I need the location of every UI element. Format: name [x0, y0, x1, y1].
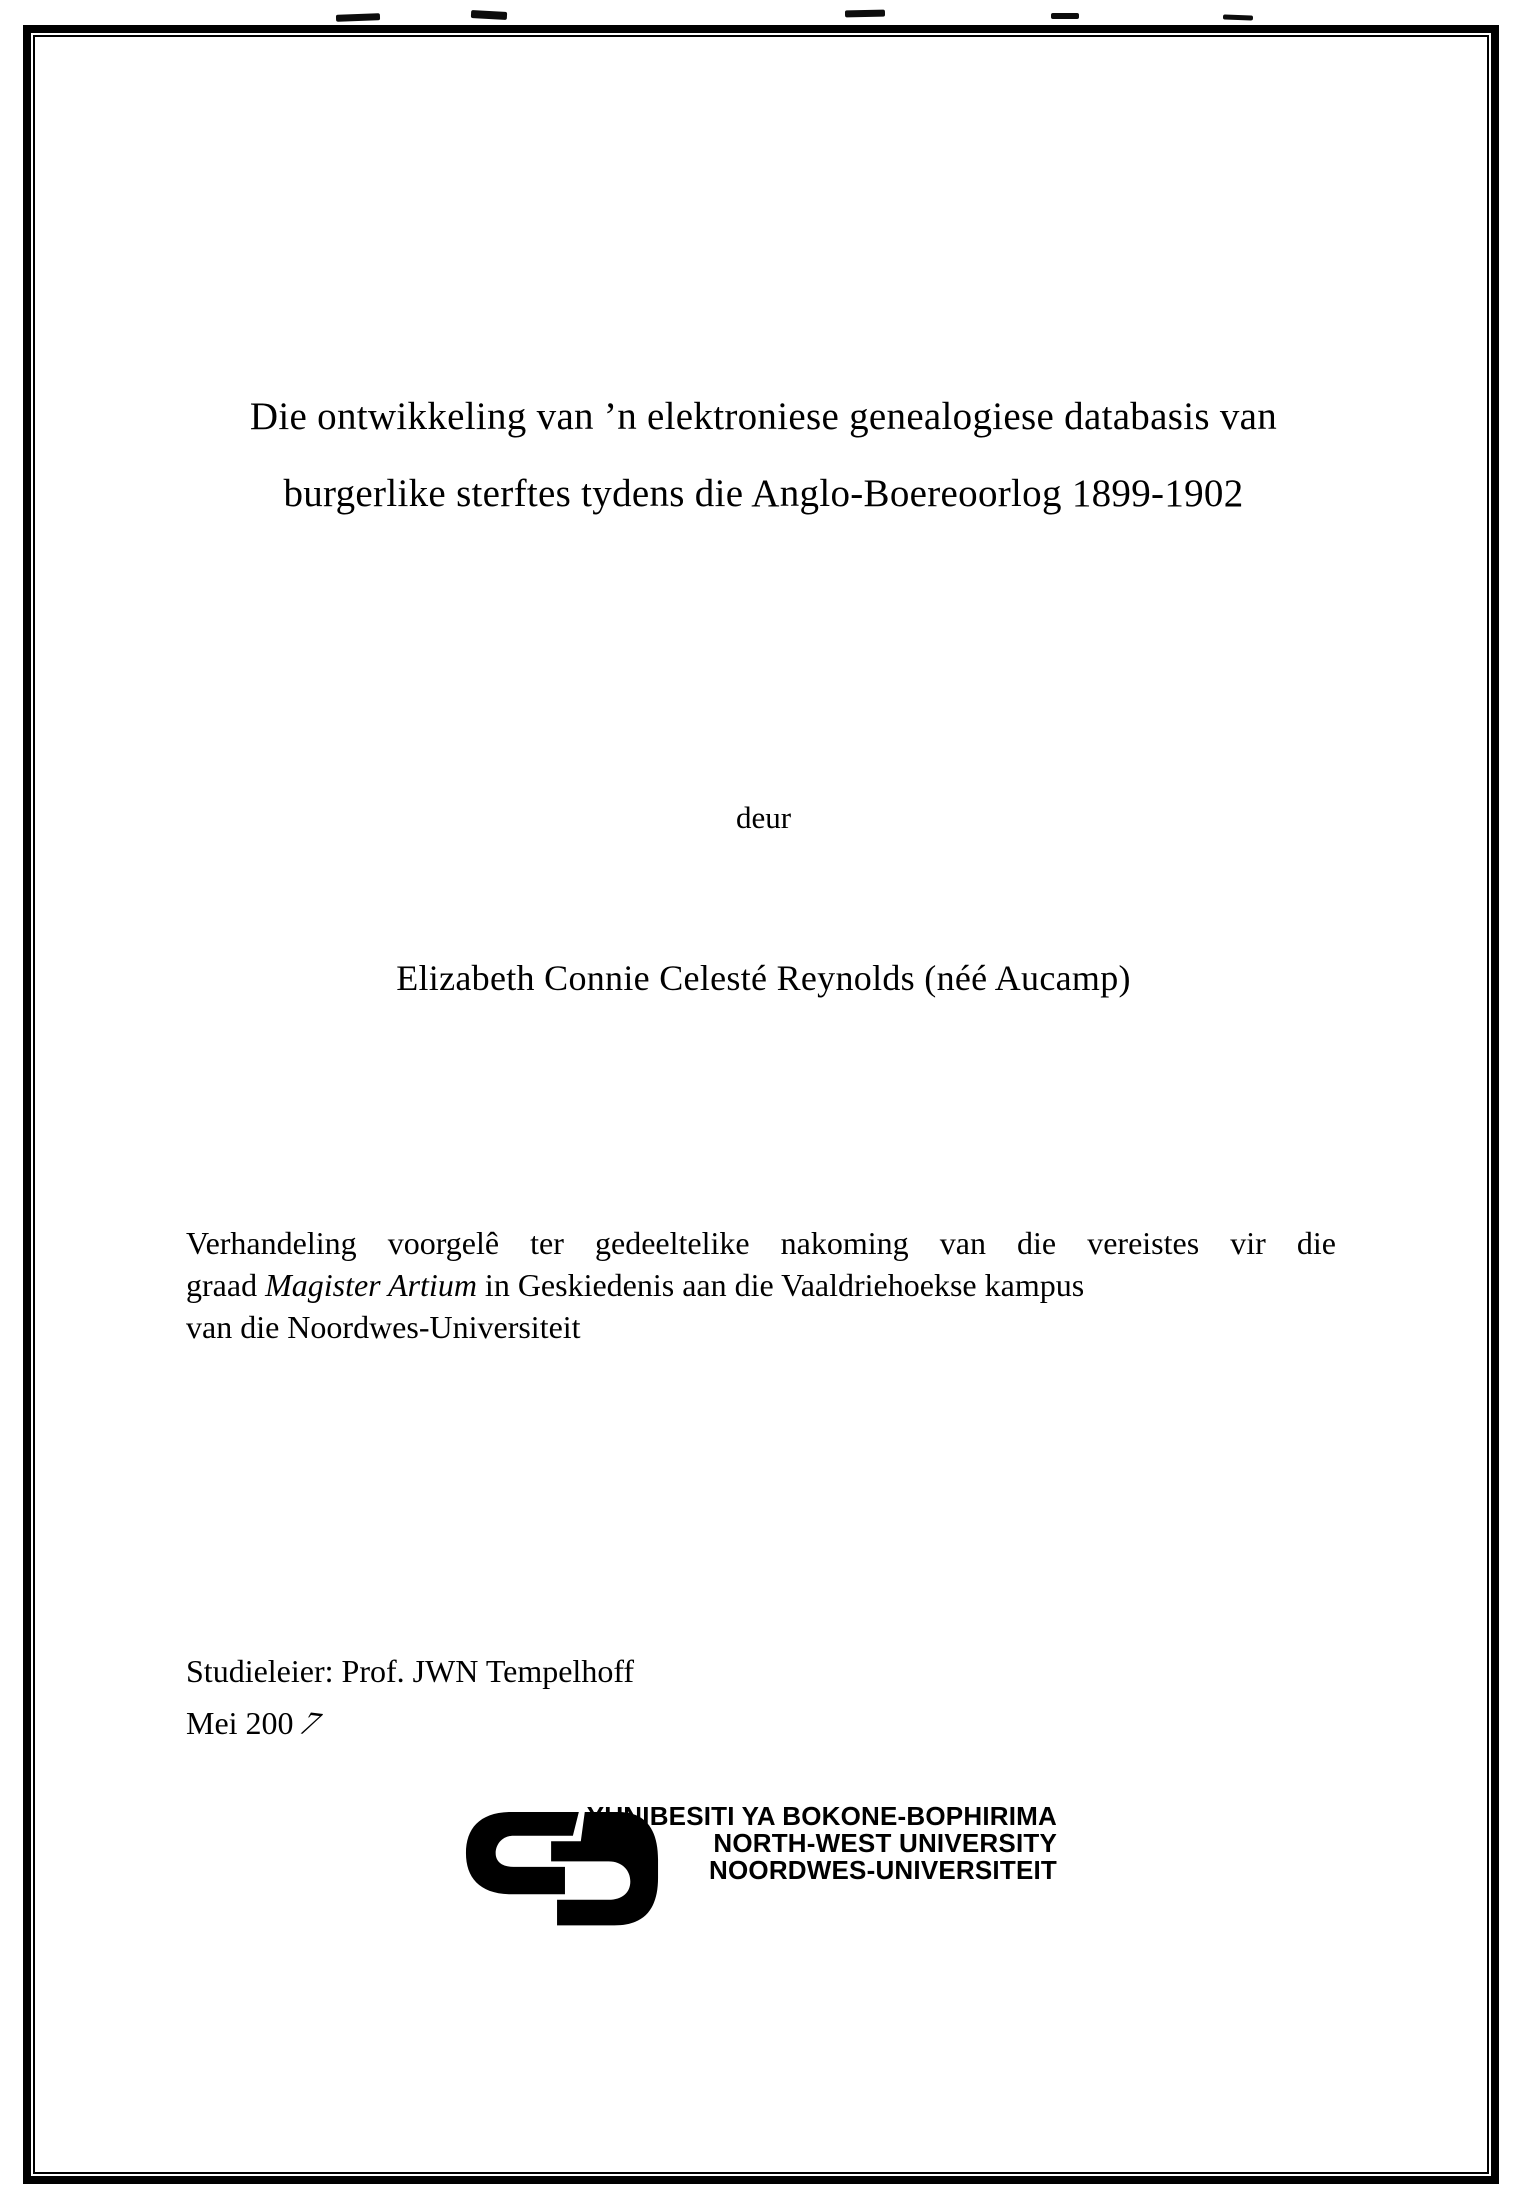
university-name-english: NORTH-WEST UNIVERSITY	[713, 1828, 1057, 1858]
thesis-title	[90, 378, 1437, 532]
scan-artifact	[1223, 14, 1253, 20]
scan-artifact	[1051, 13, 1079, 19]
byline-word: deur	[735, 800, 792, 835]
scan-artifact	[845, 10, 885, 18]
thesis-title-line2: burgerlike sterftes tydens die Anglo-Boereoorlog 1899-1902	[283, 472, 1244, 515]
statement-line2-suffix: in Geskiedenis aan die Vaaldriehoekse kampus	[476, 1267, 1085, 1303]
university-name-afrikaans: NOORDWES-UNIVERSITEIT	[709, 1855, 1057, 1885]
scan-artifact	[336, 13, 380, 22]
statement-line1: Verhandeling voorgelê ter gedeeltelike nakoming van die vereistes vir die	[186, 1225, 1336, 1261]
statement-line2-prefix: graad	[186, 1267, 266, 1303]
supervisor-line: Studieleier: Prof. JWN Tempelhoff	[186, 1653, 635, 1689]
university-name-setswana: YUNIBESITI YA BOKONE-BOPHIRIMA	[586, 1801, 1057, 1831]
author-name: Elizabeth Connie Celesté Reynolds (néé Aucamp)	[396, 958, 1131, 998]
statement-line3: van die Noordwes-Universiteit	[186, 1309, 581, 1345]
date-line	[186, 1697, 634, 1749]
supervisor-block	[186, 1645, 634, 1749]
thesis-title-line1: Die ontwikkeling van ’n elektroniese genealogiese databasis van	[249, 395, 1278, 438]
degree-name: Magister Artium	[265, 1267, 477, 1303]
date-final-digit: 7	[292, 1704, 328, 1742]
statement-line2	[186, 1264, 1336, 1306]
date-prefix: Mei 200	[186, 1705, 294, 1741]
university-wordmark	[587, 1803, 1057, 1884]
thesis-statement	[186, 1222, 1336, 1348]
scan-artifact	[471, 10, 507, 20]
